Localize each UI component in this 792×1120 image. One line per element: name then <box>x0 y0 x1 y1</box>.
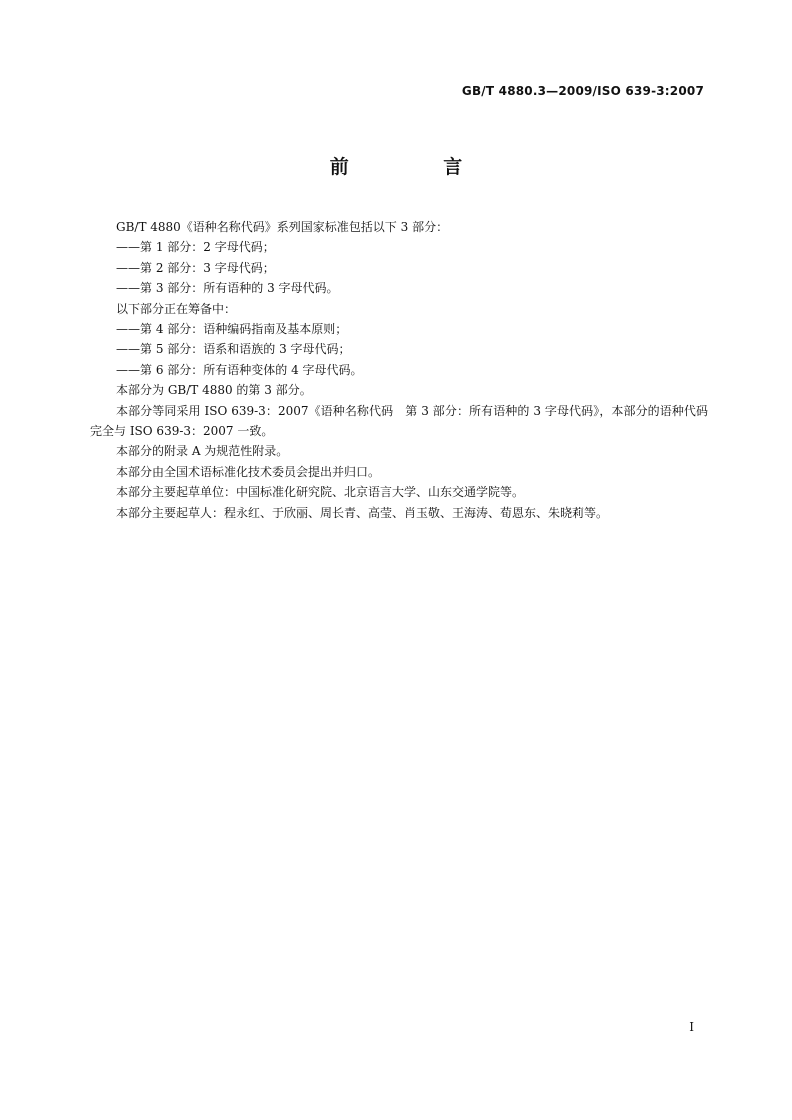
standard-code-header: GB/T 4880.3—2009/ISO 639-3:2007 <box>461 84 704 98</box>
paragraph-drafters: 本部分主要起草人：程永红、于欣丽、周长青、高莹、肖玉敬、王海涛、荀恩东、朱晓莉等。 <box>116 505 609 520</box>
page-number: I <box>689 1020 694 1034</box>
paragraph-this-part: 本部分为 GB/T 4880 的第 3 部分。 <box>116 383 312 398</box>
list-item-part-3: ——第 3 部分：所有语种的 3 字母代码。 <box>116 281 339 296</box>
paragraph-equivalence: 本部分等同采用 ISO 639-3：2007《语种名称代码 第 3 部分：所有语种的 3 字母代码》，本部分的语种代码完全与 ISO 639-3：2007 一致。 <box>90 403 708 439</box>
list-item-part-4: ——第 4 部分：语种编码指南及基本原则； <box>116 322 348 337</box>
paragraph-annex: 本部分的附录 A 为规范性附录。 <box>116 444 289 459</box>
list-item-part-5: ——第 5 部分：语系和语族的 3 字母代码； <box>116 342 351 357</box>
list-item-part-1: ——第 1 部分：2 字母代码； <box>116 240 275 255</box>
paragraph-in-preparation: 以下部分正在筹备中： <box>116 301 237 316</box>
list-item-part-6: ——第 6 部分：所有语种变体的 4 字母代码。 <box>116 362 363 377</box>
page-title: 前 言 <box>329 156 507 178</box>
preface-body <box>90 217 708 523</box>
list-item-part-2: ——第 2 部分：3 字母代码； <box>116 260 275 275</box>
paragraph-drafting-units: 本部分主要起草单位：中国标准化研究院、北京语言大学、山东交通学院等。 <box>116 485 525 500</box>
paragraph-series-intro: GB/T 4880《语种名称代码》系列国家标准包括以下 3 部分： <box>116 220 449 234</box>
paragraph-committee: 本部分由全国术语标准化技术委员会提出并归口。 <box>116 464 381 479</box>
